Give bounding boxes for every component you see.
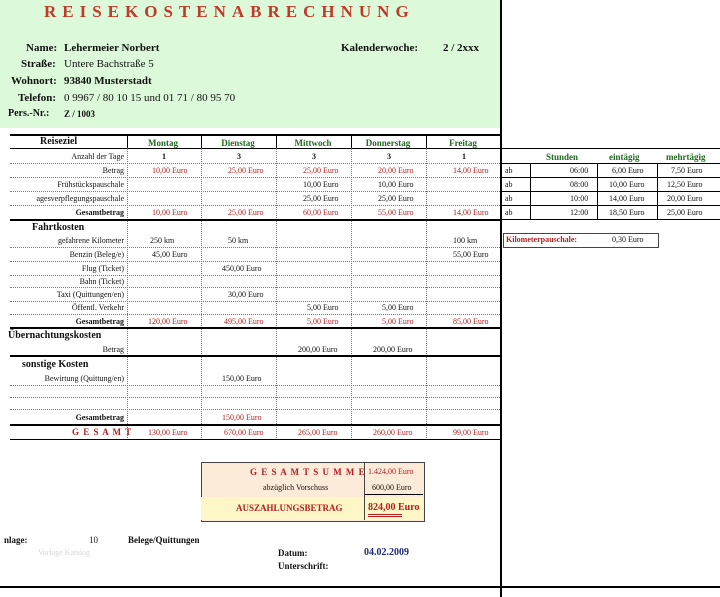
anlage-text: Belege/Quittungen	[128, 535, 200, 545]
side-mehr: 20,00 Euro	[667, 194, 703, 203]
anzahl-mon: 1	[162, 152, 166, 161]
page-bottom-border	[0, 586, 720, 588]
side-mehr: 25,00 Euro	[667, 208, 703, 217]
km-pauschale-value: 0,30 Euro	[612, 235, 644, 244]
week-value: 2 / 2xxx	[443, 42, 480, 54]
uebern-thu: 200,00 Euro	[373, 345, 413, 354]
total-value: 1.424,00 Euro	[368, 467, 414, 476]
betrag-thu: 20,00 Euro	[378, 166, 414, 175]
col-divider	[426, 134, 427, 148]
advance-label: abzüglich Vorschuss	[263, 483, 329, 492]
table-bottom-border	[10, 439, 500, 440]
anzahl-wed: 3	[312, 152, 316, 161]
betrag-label: Betrag	[102, 166, 124, 175]
street-value: Untere Bachstraße 5	[64, 58, 154, 70]
tages-thu: 25,00 Euro	[378, 194, 414, 203]
gesamt3-label: Gesamtbetrag	[75, 413, 124, 422]
phone-label: Telefon:	[18, 92, 57, 104]
bahn-label: Bahn (Ticket)	[79, 277, 124, 286]
flug-label: Flug (Ticket)	[81, 264, 124, 273]
day-header-fri: Freitag	[449, 138, 477, 148]
km-fri: 100 km	[453, 236, 478, 245]
benzin-label: Benzin (Beleg/e)	[69, 250, 124, 259]
row-line	[10, 275, 500, 276]
side-ein: 18,50 Euro	[609, 208, 645, 217]
col-divider	[276, 134, 277, 148]
side-row-line	[502, 191, 720, 192]
week-label: Kalenderwoche:	[341, 42, 418, 54]
anlage-count: 10	[89, 535, 98, 545]
row-line	[10, 191, 500, 192]
row-line	[10, 301, 500, 302]
fruehstueck-wed: 10,00 Euro	[303, 180, 339, 189]
side-table-top	[502, 148, 720, 149]
uebern-wed: 200,00 Euro	[298, 345, 338, 354]
betrag-wed: 25,00 Euro	[303, 166, 339, 175]
gesamt-fri: 99,00 Euro	[453, 428, 489, 437]
name-value: Lehermeier Norbert	[64, 42, 160, 54]
fruehstueck-label: Frühstückspauschale	[57, 180, 124, 189]
taxi-tue: 30,00 Euro	[228, 290, 264, 299]
phone-value: 0 9967 / 80 10 15 und 01 71 / 80 95 70	[64, 92, 236, 104]
sonst-title: sonstige Kosten	[22, 359, 89, 370]
side-mehr: 12,50 Euro	[667, 180, 703, 189]
row-line	[10, 287, 500, 288]
anzahl-tue: 3	[237, 152, 241, 161]
day-header-mon: Montag	[148, 138, 178, 148]
datum-label: Datum:	[278, 548, 308, 558]
col-divider	[351, 134, 352, 148]
km-mon: 250 km	[150, 236, 175, 245]
section-border	[10, 327, 500, 329]
name-label: Name:	[26, 42, 58, 54]
gesamt1-tue: 25,00 Euro	[228, 208, 264, 217]
section-border	[10, 219, 500, 221]
anzahl-label: Anzahl der Tage	[71, 152, 124, 161]
side-header-stunden: Stunden	[546, 152, 579, 162]
gesamt2-thu: 5,00 Euro	[382, 317, 414, 326]
uebern-title: Übernachtungskosten	[8, 330, 102, 341]
day-header-tue: Dienstag	[221, 138, 255, 148]
betrag-fri: 14,00 Euro	[453, 166, 489, 175]
advance-value: 600,00 Euro	[372, 483, 412, 492]
anzahl-thu: 3	[387, 152, 391, 161]
oeff-wed: 5,00 Euro	[307, 303, 339, 312]
fruehstueck-thu: 10,00 Euro	[378, 180, 414, 189]
gesamt1-wed: 60,00 Euro	[303, 208, 339, 217]
sheet-border	[500, 0, 502, 597]
side-row-line	[502, 177, 720, 178]
side-header-mehrtaegig: mehrtägig	[666, 152, 706, 162]
tages-label: agesverpflegungspauschale	[36, 194, 124, 203]
gesamt1-thu: 55,00 Euro	[378, 208, 414, 217]
payout-underline	[368, 516, 402, 517]
gesamt1-label: Gesamtbetrag	[75, 208, 124, 217]
summary-underline	[365, 494, 423, 495]
anzahl-fri: 1	[462, 152, 466, 161]
row-line	[10, 409, 500, 410]
taxi-label: Taxi (Quittungen/en)	[56, 290, 124, 299]
row-line	[10, 163, 500, 164]
city-value: 93840 Musterstadt	[64, 75, 152, 87]
row-line	[10, 177, 500, 178]
side-ab: ab	[505, 194, 513, 203]
row-line	[10, 247, 500, 248]
benzin-fri: 55,00 Euro	[453, 250, 489, 259]
unterschrift-label: Unterschrift:	[278, 561, 329, 571]
persnr-label: Pers.-Nr.:	[8, 108, 50, 119]
row-line	[10, 397, 500, 398]
row-line	[10, 385, 500, 386]
side-std: 12:00	[570, 208, 589, 217]
gesamt1-fri: 14,00 Euro	[453, 208, 489, 217]
betrag-mon: 10,00 Euro	[152, 166, 188, 175]
row-line	[10, 261, 500, 262]
anlage-label: nlage:	[4, 535, 28, 545]
tages-wed: 25,00 Euro	[303, 194, 339, 203]
gesamt-label: G E S A M T	[72, 427, 133, 437]
city-label: Wohnort:	[11, 75, 57, 87]
gesamt2-wed: 5,00 Euro	[307, 317, 339, 326]
oeff-label: Öffentl. Verkehr	[71, 303, 124, 312]
side-ein: 14,00 Euro	[609, 194, 645, 203]
side-ab: ab	[505, 180, 513, 189]
page-title: REISEKOSTENABRECHNUNG	[44, 2, 415, 21]
gesamt-wed: 265,00 Euro	[298, 428, 338, 437]
gesamt2-mon: 120,00 Euro	[148, 317, 188, 326]
fahrt-title: Fahrtkosten	[32, 222, 85, 233]
oeff-thu: 5,00 Euro	[382, 303, 414, 312]
faint-watermark: Vorlage Katalog	[38, 548, 91, 557]
side-row-line	[502, 205, 720, 206]
side-ein: 10,00 Euro	[609, 180, 645, 189]
bewirt-tue: 150,00 Euro	[222, 374, 262, 383]
day-header-thu: Donnerstag	[365, 138, 411, 148]
benzin-mon: 45,00 Euro	[152, 250, 188, 259]
side-mehr: 7,50 Euro	[671, 166, 703, 175]
payout-label: AUSZAHLUNGSBETRAG	[236, 503, 343, 513]
gesamt2-fri: 85,00 Euro	[453, 317, 489, 326]
gesamt-thu: 260,00 Euro	[373, 428, 413, 437]
km-tue: 50 km	[228, 236, 249, 245]
side-ein: 6,00 Euro	[612, 166, 644, 175]
side-std: 08:00	[570, 180, 589, 189]
gesamt-tue: 670,00 Euro	[224, 428, 264, 437]
payout-underline	[368, 514, 402, 515]
gesamt1-mon: 10,00 Euro	[152, 208, 188, 217]
section-border	[10, 424, 500, 426]
street-label: Straße:	[21, 58, 56, 70]
betrag-tue: 25,00 Euro	[228, 166, 264, 175]
payout-value: 824,00 Euro	[368, 502, 420, 513]
side-header-eintaegig: eintägig	[609, 152, 640, 162]
row-line	[10, 205, 500, 206]
side-std: 10:00	[570, 194, 589, 203]
reiseziel-label: Reiseziel	[40, 136, 78, 147]
km-label: gefahrene Kilometer	[58, 236, 124, 245]
section-border	[10, 355, 500, 357]
uebern-label: Betrag	[102, 345, 124, 354]
col-divider	[201, 134, 202, 148]
flug-tue: 450,00 Euro	[222, 264, 262, 273]
gesamt3-tue: 150,00 Euro	[222, 413, 262, 422]
gesamt2-tue: 495,00 Euro	[224, 317, 264, 326]
side-std: 06:00	[570, 166, 589, 175]
gesamt-mon: 130,00 Euro	[148, 428, 188, 437]
persnr-value: Z / 1003	[64, 109, 96, 119]
side-row-line	[502, 219, 720, 220]
total-label: G E S A M T S U M M E	[250, 467, 366, 477]
row-line	[10, 314, 500, 315]
gesamt2-label: Gesamtbetrag	[75, 317, 124, 326]
side-ab: ab	[505, 166, 513, 175]
bewirt-label: Bewirtung (Quittung/en)	[44, 374, 124, 383]
datum-value: 04.02.2009	[364, 547, 409, 558]
km-pauschale-label: Kilometerpauschale:	[506, 235, 578, 244]
side-row-line	[502, 163, 720, 164]
day-header-wed: Mittwoch	[294, 138, 332, 148]
side-ab: ab	[505, 208, 513, 217]
